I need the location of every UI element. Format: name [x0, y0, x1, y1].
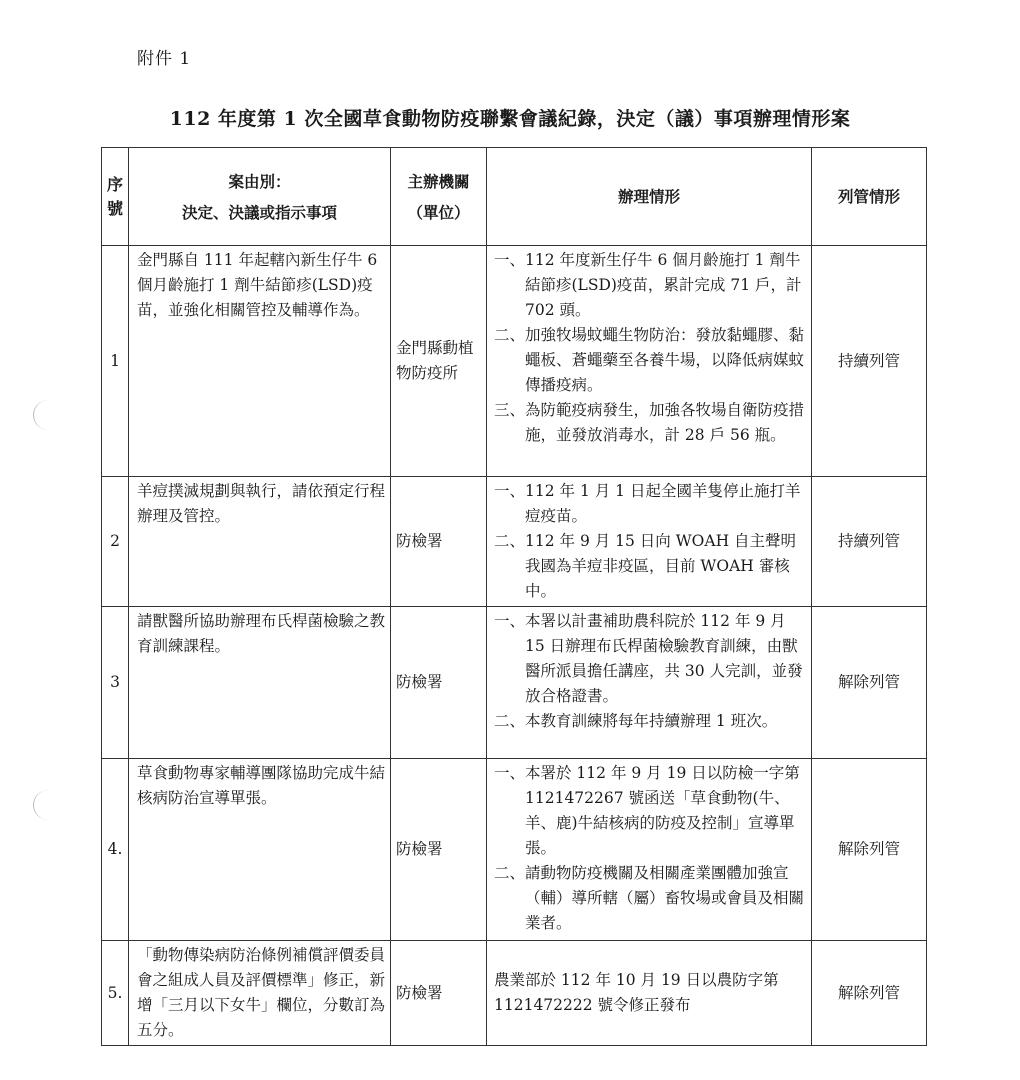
row-seq: 1: [102, 246, 129, 477]
handling-item-text: 加強牧場蚊蠅生物防治：發放黏蠅膠、黏蠅板、蒼蠅藥至各養牛場，以降低病媒蚊傳播疫病。: [525, 326, 805, 394]
handling-item: [489, 609, 805, 709]
row-handling: [487, 246, 812, 477]
handling-item: [489, 709, 805, 734]
agency-header-line2: （單位）: [407, 202, 470, 222]
row-handling: [487, 759, 812, 941]
handling-header: 辦理情形: [487, 148, 812, 246]
document-title: 112 年度第 1 次全國草食動物防疫聯繫會議紀錄，決定（議）事項辦理情形案: [169, 108, 851, 130]
row-status: 解除列管: [812, 607, 927, 759]
handling-item-number: 二、: [493, 712, 525, 730]
handling-item-number: 三、: [493, 401, 525, 419]
row-case: 草食動物專家輔導團隊協助完成牛結核病防治宣導單張。: [129, 759, 391, 941]
case-header-line2: 決定、決議或指示事項: [181, 202, 337, 222]
handling-item-text: 112 年度新生仔牛 6 個月齡施打 1 劑牛結節疹(LSD)疫苗，累計完成 71 戶，計 702 頭。: [525, 251, 802, 319]
handling-item-number: 一、: [493, 612, 525, 630]
punch-hole-mark: [33, 790, 64, 820]
handling-item: [489, 861, 805, 936]
row-status: 解除列管: [812, 759, 927, 941]
row-case: 「動物傳染病防治條例補償評價委員會之組成人員及評價標準」修正，新增「三月以下女牛」欄位，分數訂為五分。: [129, 941, 391, 1046]
resolution-table: [101, 147, 927, 1046]
handling-item: [489, 398, 805, 448]
handling-item-text: 112 年 9 月 15 日向 WOAH 自主聲明我國為羊痘非疫區，目前 WOAH 審核中。: [525, 532, 797, 600]
punch-hole-mark: [33, 400, 64, 430]
row-seq: 5.: [102, 941, 129, 1046]
row-agency: 防檢署: [391, 477, 487, 607]
attachment-label: 附件 1: [137, 49, 192, 69]
handling-item: [489, 479, 805, 529]
table-row: [102, 759, 927, 941]
handling-item-text: 112 年 1 月 1 日起全國羊隻停止施打羊痘疫苗。: [525, 482, 801, 525]
row-seq: 3: [102, 607, 129, 759]
handling-item: [489, 529, 805, 604]
table-row: [102, 246, 927, 477]
table-row: [102, 941, 927, 1046]
row-handling: [487, 607, 812, 759]
row-handling: [487, 477, 812, 607]
handling-item-number: 二、: [493, 532, 525, 550]
handling-item-text: 請動物防疫機關及相關產業團體加強宣（輔）導所轄（屬）畜牧場或會員及相關業者。: [525, 864, 805, 932]
seq-header: 序號: [102, 148, 129, 246]
row-agency: 防檢署: [391, 759, 487, 941]
row-handling: 農業部於 112 年 10 月 19 日以農防字第 1121472222 號令修正發布: [487, 941, 812, 1046]
status-header: 列管情形: [812, 148, 927, 246]
row-agency: 金門縣動植物防疫所: [391, 246, 487, 477]
handling-item-text: 本署以計畫補助農科院於 112 年 9 月 15 日辦理布氏桿菌檢驗教育訓練，由獸醫所派員擔任講座，共 30 人完訓，並發放合格證書。: [525, 612, 803, 705]
handling-item-number: 一、: [493, 482, 525, 500]
handling-item-number: 二、: [493, 864, 525, 882]
row-agency: 防檢署: [391, 607, 487, 759]
row-case: 金門縣自 111 年起轄內新生仔牛 6 個月齡施打 1 劑牛結節疹(LSD)疫苗，並強化相關管控及輔導作為。: [129, 246, 391, 477]
row-status: 解除列管: [812, 941, 927, 1046]
row-seq: 2: [102, 477, 129, 607]
agency-header: [391, 148, 487, 246]
row-case: 羊痘撲滅規劃與執行，請依預定行程辦理及管控。: [129, 477, 391, 607]
handling-item-number: 二、: [493, 326, 525, 344]
case-header-line1: 案由別：: [228, 171, 291, 191]
table-row: [102, 607, 927, 759]
row-status: 持續列管: [812, 477, 927, 607]
row-status: 持續列管: [812, 246, 927, 477]
handling-item-text: 為防範疫病發生，加強各牧場自衛防疫措施，並發放消毒水，計 28 戶 56 瓶。: [525, 401, 805, 444]
handling-item-text: 本教育訓練將每年持續辦理 1 班次。: [525, 712, 778, 730]
handling-item-number: 一、: [493, 764, 525, 782]
row-seq: 4.: [102, 759, 129, 941]
handling-item-number: 一、: [493, 251, 525, 269]
agency-header-line1: 主辦機關: [407, 171, 470, 191]
header-row: [102, 148, 927, 246]
handling-item: [489, 248, 805, 323]
handling-item: [489, 323, 805, 398]
row-agency: 防檢署: [391, 941, 487, 1046]
case-header: [129, 148, 391, 246]
handling-item: [489, 761, 805, 861]
table-row: [102, 477, 927, 607]
handling-item-text: 本署於 112 年 9 月 19 日以防檢一字第 1121472267 號函送「草食動物(牛、羊、鹿)牛結核病的防疫及控制」宣導單張。: [525, 764, 800, 857]
row-case: 請獸醫所協助辦理布氏桿菌檢驗之教育訓練課程。: [129, 607, 391, 759]
